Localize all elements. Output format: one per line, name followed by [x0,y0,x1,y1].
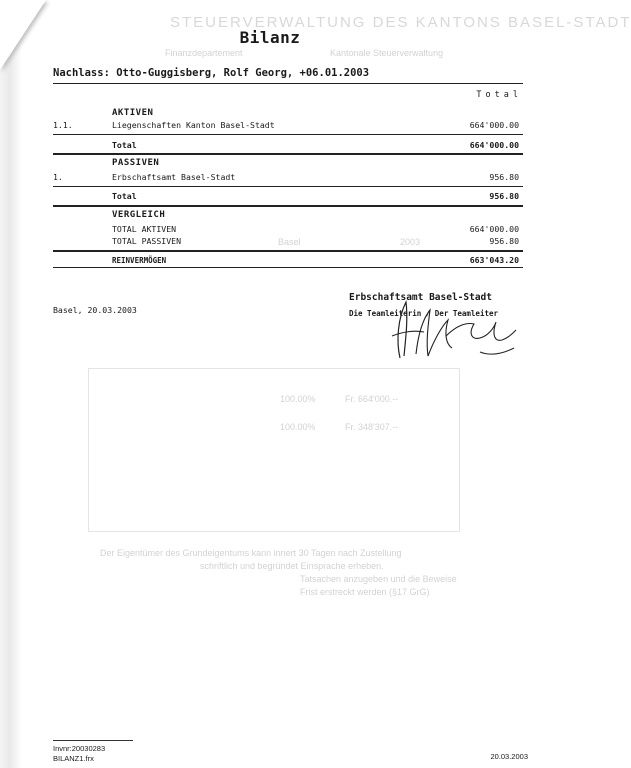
show-through-paragraph: Frist erstreckt werden (§17 GrG) [300,587,430,597]
liabilities-total-label: Total [112,191,137,201]
liabilities-total-value: 956.80 [489,191,519,201]
total-column-header: Total [476,90,522,100]
net-worth-bottom-rule [53,267,523,268]
estate-line: Nachlass: Otto-Guggisberg, Rolf Georg, +06.01.2003 [53,67,370,79]
show-through-cell: 100.00% [280,394,316,404]
show-through-paragraph: schriftlich und begründet Einsprache erheben. [200,561,384,571]
asset-ref: 1.1. [53,120,73,130]
liabilities-section-end-rule [53,205,523,207]
liability-value: 956.80 [489,172,519,182]
asset-label: Liegenschaften Kanton Basel-Stadt [112,120,275,130]
page-edge-shadow [0,0,22,768]
comparison-row-value: 664'000.00 [469,224,519,234]
show-through-line: Finanzdepartement [165,48,243,58]
form-file: BILANZ1.frx [53,754,94,763]
show-through-table [88,368,460,532]
handwritten-signature [382,296,522,366]
header-rule [53,83,523,84]
comparison-row-label: TOTAL AKTIVEN [112,224,177,234]
footer-rule [53,740,133,741]
assets-total-value: 664'000.00 [469,140,519,150]
inventory-number: Invnr:20030283 [53,744,106,753]
assets-total-label: Total [112,140,137,150]
asset-value: 664'000.00 [469,120,519,130]
net-worth-value: 663'043.20 [469,255,519,265]
liabilities-heading: PASSIVEN [112,158,160,168]
liabilities-total-rule [53,186,523,187]
show-through-cell: 100.00% [280,422,316,432]
show-through-header: STEUERVERWALTUNG DES KANTONS BASEL-STADT [170,14,631,31]
liability-label: Erbschaftsamt Basel-Stadt [112,172,236,182]
show-through-cell: Fr. 664'000.-- [345,394,399,404]
show-through-line: Kantonale Steuerverwaltung [330,48,444,58]
footer-left [53,744,105,764]
show-through-cell: Basel [278,237,301,247]
net-worth-top-rule [53,250,523,252]
assets-total-rule [53,134,523,135]
show-through-cell: 2003 [400,237,421,247]
assets-heading: AKTIVEN [112,108,154,118]
comparison-row-label: TOTAL PASSIVEN [112,236,182,246]
show-through-cell: Fr. 348'307.-- [345,422,399,432]
signatory-role: Die Teamleiterin / Der Teamleiter [349,309,499,318]
show-through-paragraph: Der Eigentümer des Grundeigentums kann innert 30 Tagen nach Zustellung [100,548,402,558]
place-date: Basel, 20.03.2003 [53,305,137,315]
comparison-row-value: 956.80 [489,236,519,246]
comparison-heading: VERGLEICH [112,210,166,220]
signing-office: Erbschaftsamt Basel-Stadt [349,292,492,303]
liability-ref: 1. [53,172,63,182]
net-worth-label: REINVERMÖGEN [112,256,167,265]
document-title: Bilanz [239,28,301,47]
print-date: 20.03.2003 [490,752,528,761]
assets-section-end-rule [53,153,523,155]
show-through-paragraph: Tatsachen anzugeben und die Beweise [300,574,457,584]
